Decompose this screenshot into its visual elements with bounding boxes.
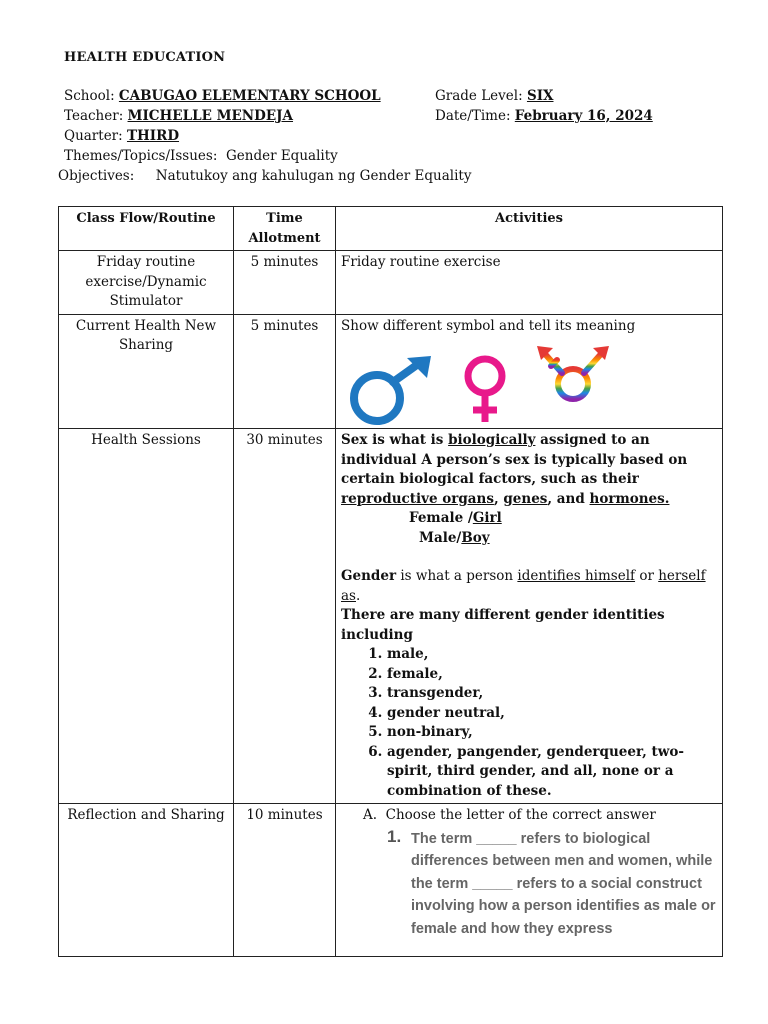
male-symbol-icon	[347, 356, 437, 426]
date-label: Date/Time:	[435, 108, 511, 124]
date-line	[435, 108, 653, 124]
table-row	[59, 804, 723, 957]
lesson-flow-table	[58, 206, 723, 957]
activity-text: Show different symbol and tell its meaning	[341, 317, 636, 334]
time-cell: 10 minutes	[234, 804, 336, 957]
themes-line	[64, 148, 338, 164]
themes-value: Gender Equality	[225, 148, 338, 164]
school-value: CABUGAO ELEMENTARY SCHOOL	[118, 88, 381, 104]
school-label: School:	[64, 88, 115, 104]
header-activities: Activities	[336, 207, 723, 251]
teacher-line	[64, 108, 293, 124]
table-header-row	[59, 207, 723, 251]
quarter-label: Quarter:	[64, 128, 123, 144]
table-row	[59, 314, 723, 429]
header-class-flow: Class Flow/Routine	[59, 207, 234, 251]
activity-cell	[336, 804, 723, 957]
activity-cell: Friday routine exercise	[336, 251, 723, 315]
sex-definition: Sex is what is biologically assigned to an individual A person’s sex is typically based on certain biological factors, such as their reproductive organs, genes, and hormones.	[341, 432, 688, 507]
time-cell: 5 minutes	[234, 314, 336, 429]
list-item: 3. transgender,	[387, 684, 717, 704]
quiz-question	[341, 828, 717, 941]
list-item: 5. non-binary,	[387, 723, 717, 743]
female-line: Female /Girl	[409, 510, 502, 526]
grade-line	[435, 88, 554, 104]
objectives-value: Natutukoy ang kahulugan ng Gender Equality	[155, 168, 472, 184]
activity-cell	[336, 314, 723, 429]
list-item: 6. agender, pangender, genderqueer, two-spirit, third gender, and all, none or a combination of these.	[387, 743, 717, 802]
quarter-value: THIRD	[126, 128, 180, 144]
objectives-line	[58, 168, 471, 184]
gender-symbols	[347, 346, 717, 426]
activity-cell	[336, 429, 723, 804]
table-row	[59, 251, 723, 315]
list-item: 1. male,	[387, 645, 717, 665]
teacher-label: Teacher:	[64, 108, 124, 124]
question-number: 1.	[387, 826, 402, 846]
quiz-instruction: A. Choose the letter of the correct answer	[363, 807, 656, 823]
female-symbol-icon	[455, 352, 515, 426]
grade-label: Grade Level:	[435, 88, 523, 104]
time-cell: 30 minutes	[234, 429, 336, 804]
routine-cell: Reflection and Sharing	[59, 804, 234, 957]
time-cell: 5 minutes	[234, 251, 336, 315]
quarter-line	[64, 128, 179, 144]
themes-label: Themes/Topics/Issues:	[64, 148, 218, 164]
list-item: 4. gender neutral,	[387, 704, 717, 724]
identities-intro: There are many different gender identities including	[341, 607, 665, 643]
question-text: The term _____ refers to biological differences between men and women, while the term _____ refers to a social construct involving how a person identifies as male or female and how they express	[411, 830, 716, 937]
date-value: February 16, 2024	[514, 108, 653, 124]
routine-cell: Friday routine exercise/Dynamic Stimulator	[59, 251, 234, 315]
transgender-symbol-icon	[533, 344, 613, 426]
table-row	[59, 429, 723, 804]
gender-definition: Gender is what a person identifies himself or herself as.	[341, 568, 706, 604]
objectives-label: Objectives:	[58, 168, 135, 184]
male-line: Male/Boy	[419, 529, 490, 546]
list-item: 2. female,	[387, 665, 717, 685]
grade-value: SIX	[526, 88, 554, 104]
document-title: HEALTH EDUCATION	[64, 50, 226, 65]
school-line	[64, 88, 381, 104]
routine-cell: Current Health New Sharing	[59, 314, 234, 429]
teacher-value: MICHELLE MENDEJA	[127, 108, 294, 124]
header-time-allotment: Time Allotment	[234, 207, 336, 251]
routine-cell: Health Sessions	[59, 429, 234, 804]
gender-identity-list	[341, 645, 717, 801]
